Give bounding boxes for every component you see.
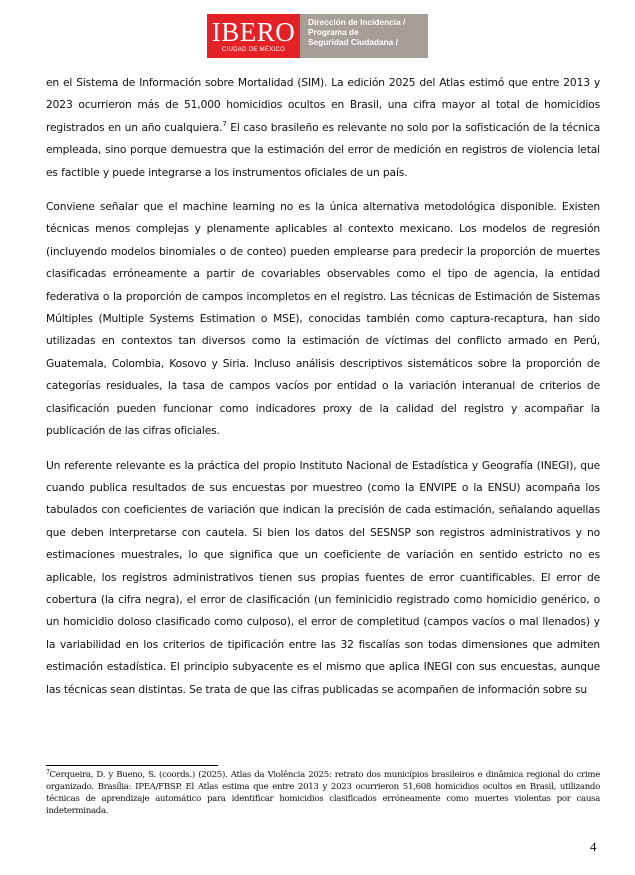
body-text: [46, 72, 600, 713]
paragraph-text: El caso brasileño es relevante no solo por la sofisticación de la técnica empleada, sino porque demuestra que la estimación del error de medición en registros de violencia letal es factible y puede integrarse a los instrumentos oficiales de un país.: [46, 120, 600, 179]
ibero-logo: [207, 14, 300, 58]
footnote-text: Cerqueira, D. y Bueno, S. (coords.) (2025). Atlas da Violência 2025: retrato dos municípios brasileiros e dinâmica regional do crime organizado. Brasília: IPEA/FBSP. El Atlas estima que entre 2013 y 2023 ocurrieron 51,608 homicidios ocultos en Brasil, utilizando técnicas de aprendizaje automático para identificar homicidios clasificados erróneamente como muertes violentas por causa indeterminada.: [46, 770, 600, 816]
page-header: [207, 14, 428, 58]
footnote-ref: 7: [222, 119, 227, 128]
department-line: Programa de: [308, 27, 359, 37]
paragraph: Un referente relevante es la práctica del propio Instituto Nacional de Estadística y Geografía (INEGI), que cuando publica resultados de sus encuestas por muestreo (como la ENVIPE o la ENSU) acompaña los tabulados con coeficientes de variación que indican la precisión de cada estimación, señalando aquellas que deben interpretarse con cautela. Si bien los datos del SESNSP son registros administrativos y no estimaciones muestrales, lo que significa que un coeficiente de variación en sentido estricto no es aplicable, los registros administrativos tienen sus propias fuentes de error cuantificables. El error de cobertura (la cifra negra), el error de clasificación (un feminicidio registrado como homicidio genérico, o un homicidio doloso clasificado como culposo), el error de completitud (campos vacíos o mal llenados) y la variabilidad en los criterios de tipificación entre las 32 fiscalías son todas dimensiones que admiten estimación estadística. El principio subyacente es el mismo que aplica INEGI con sus encuestas, aunque las técnicas sean distintas. Se trata de que las cifras publicadas se acompañen de información sobre su: [46, 458, 600, 696]
paragraph: Conviene señalar que el machine learning no es la única alternativa metodológica disponible. Existen técnicas menos complejas y plenamente aplicables al contexto mexicano. Los modelos de regresión (incluyendo modelos binomiales o de conteo) pueden emplearse para predecir la proporción de muertes clasificadas erróneamente a partir de covariables observables como el tipo de agencia, la entidad federativa o la proporción de campos incompletos en el registro. Las técnicas de Estimación de Sistemas Múltiples (Multiple Systems Estimation o MSE), conocidas también como captura-recaptura, han sido utilizadas en contextos tan diversos como la estimación de víctimas del conflicto armado en Perú, Guatemala, Colombia, Kosovo y Siria. Incluso análisis descriptivos sistemáticos sobre la proporción de categorías residuales, la tasa de campos vacíos por entidad o la variación interanual de criterios de clasificación pueden funcionar como indicadores proxy de la calidad del registro y acompañar la publicación de las cifras oficiales.: [46, 200, 600, 438]
footnote: [46, 769, 600, 817]
logo-text: IBERO: [211, 16, 296, 47]
department-line: Seguridad Ciudadana /: [308, 37, 398, 47]
footnote-divider: [46, 765, 218, 766]
department-label: [300, 14, 428, 58]
logo-subtext: CIUDAD DE MÉXICO: [221, 46, 286, 53]
paragraph: [46, 72, 600, 184]
page-number: 4: [590, 839, 597, 854]
footnote-number: 7: [46, 769, 50, 776]
paragraph-text: en el Sistema de Información sobre Mortalidad (SIM). La edición 2025 del Atlas estimó que entre 2013 y 2023 ocurrieron más de 51,000 homicidios ocultos en Brasil, una cifra mayor al total de homicidios registrados en un año cualquiera.: [46, 76, 600, 134]
department-line: Dirección de Incidencia /: [308, 17, 406, 27]
